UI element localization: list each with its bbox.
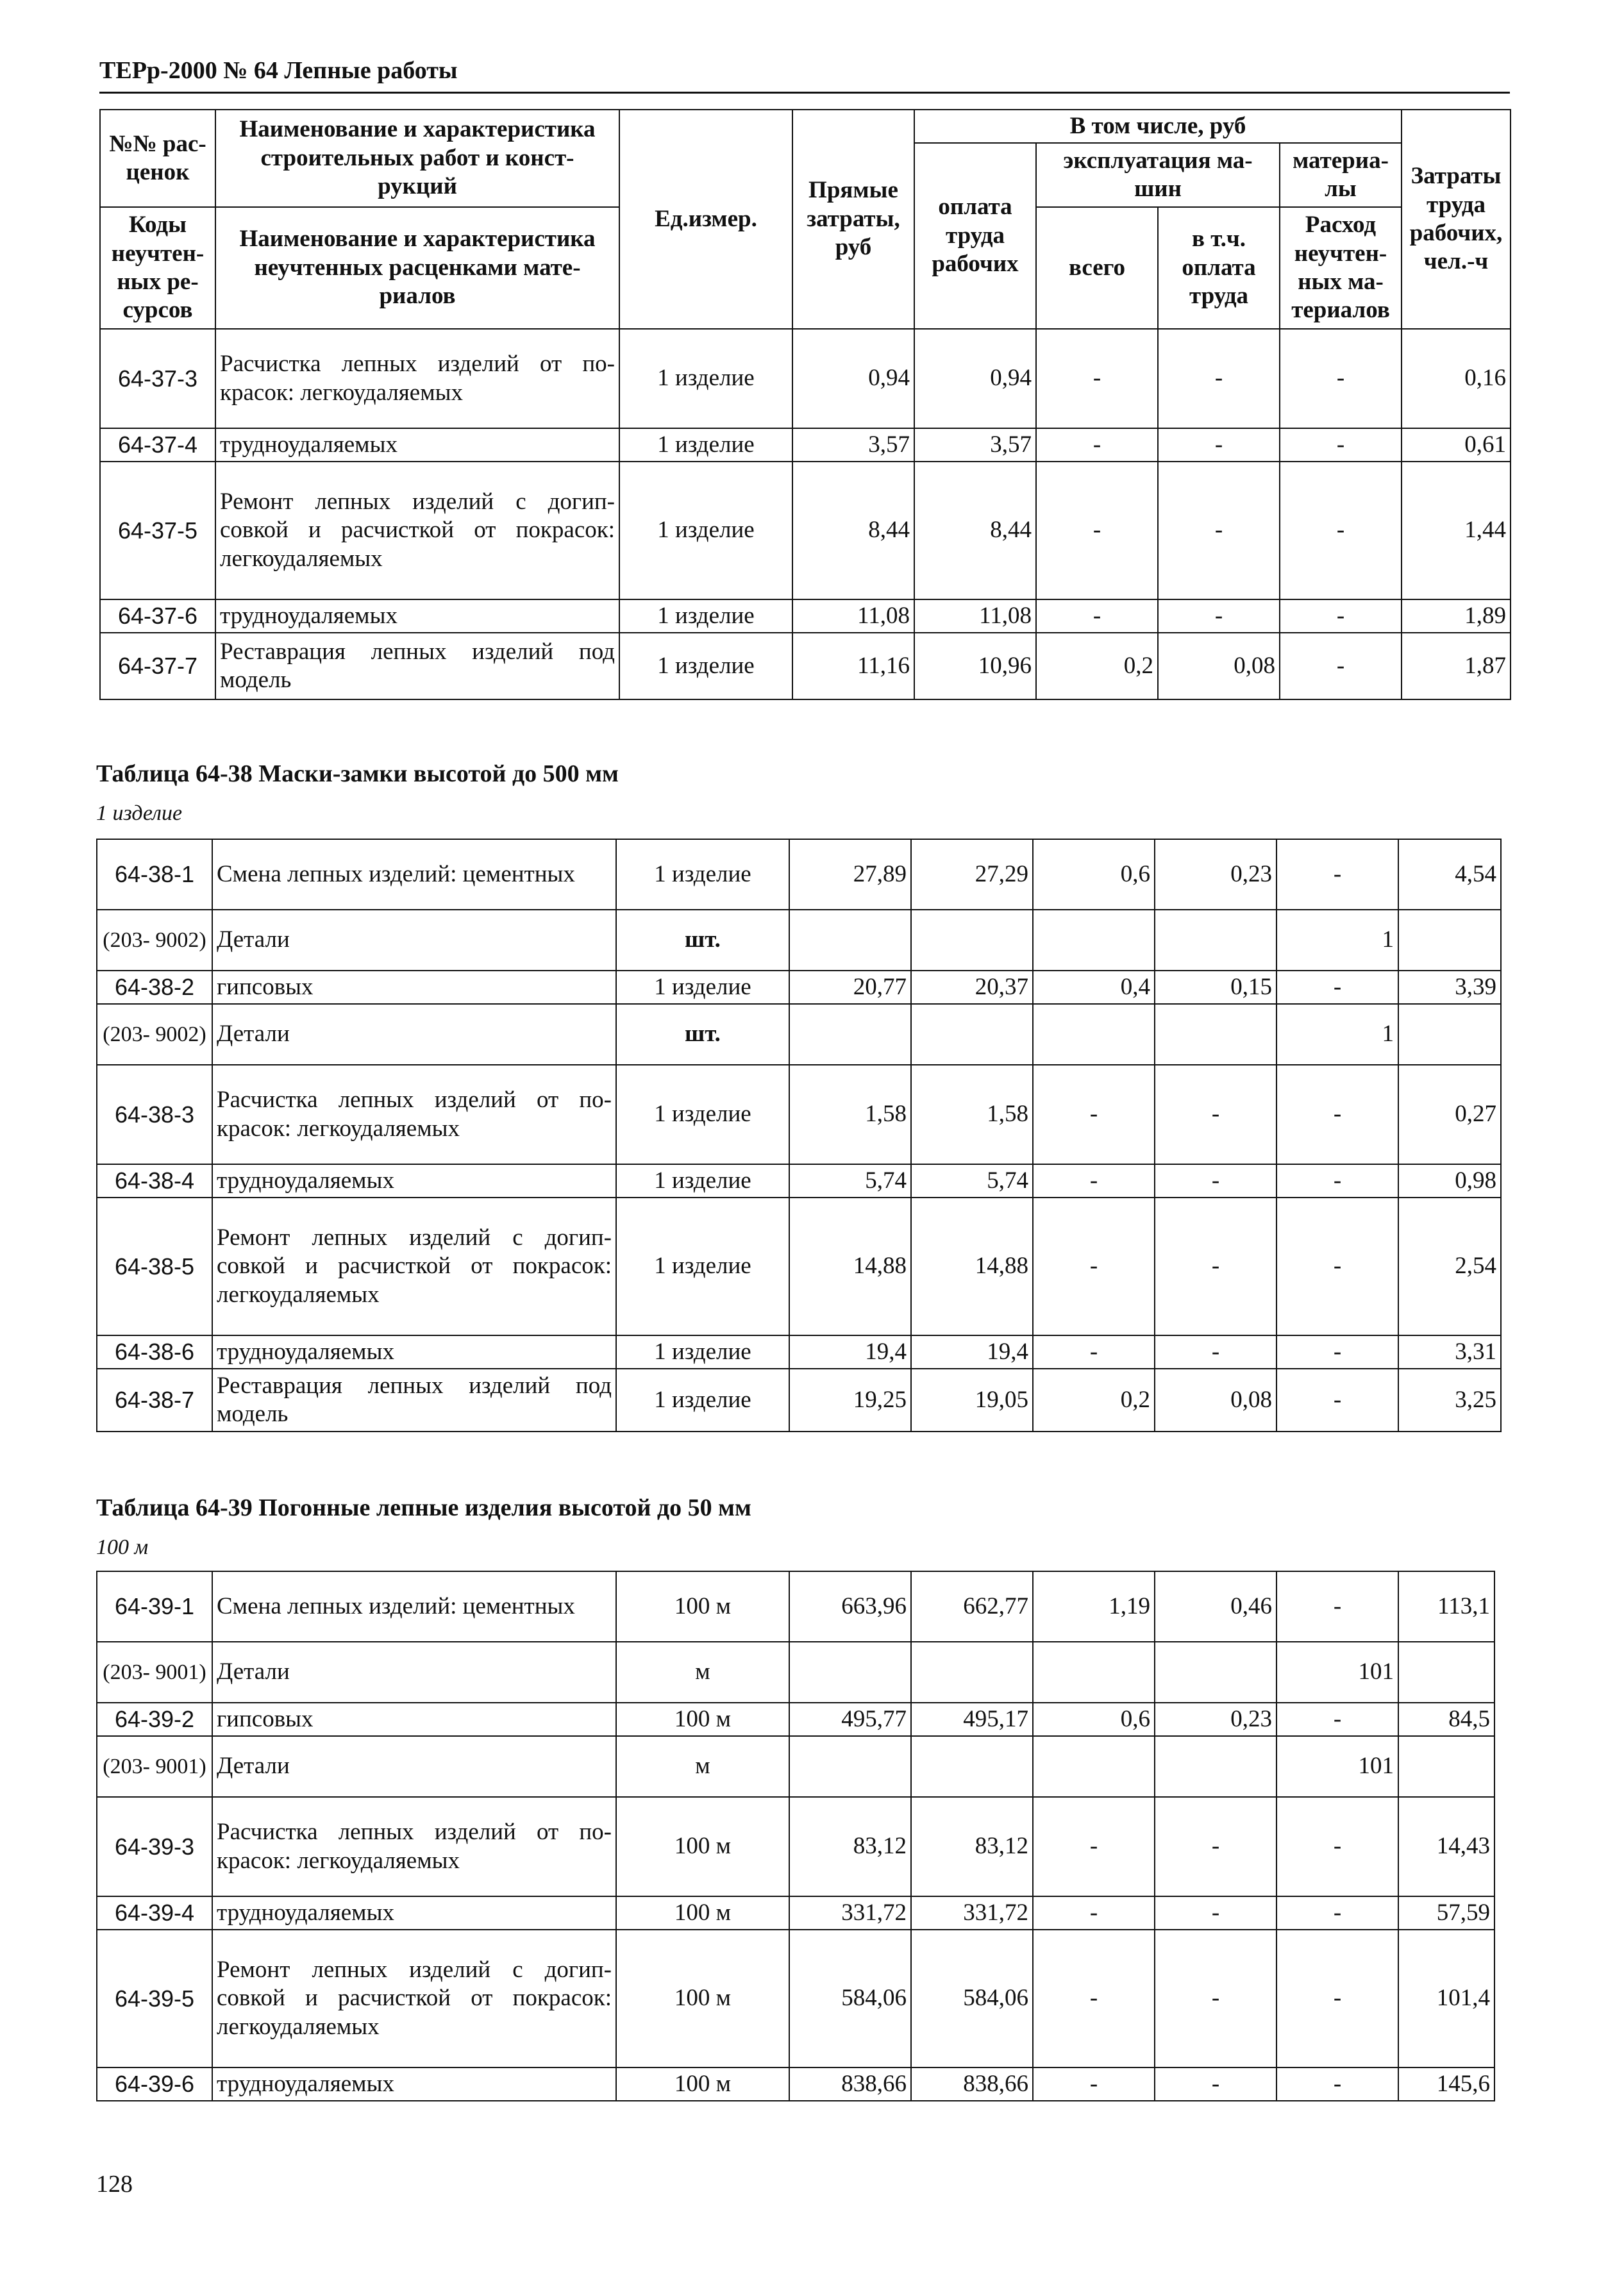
table-row	[97, 971, 1501, 1004]
row-unit: 100 м	[616, 2067, 789, 2101]
table-row-material	[97, 1004, 1501, 1065]
row-direct: 5,74	[789, 1164, 911, 1198]
row-labor: 10,96	[914, 633, 1036, 699]
row-machines: -	[1033, 1065, 1155, 1164]
row-labor-hours: 84,5	[1398, 1703, 1494, 1736]
row-machines: 0,6	[1033, 1703, 1155, 1736]
table-row	[97, 1065, 1501, 1164]
row-machines-labor: 0,23	[1155, 839, 1277, 910]
row-machines: -	[1033, 1164, 1155, 1198]
row-code: 64-37-4	[100, 428, 215, 462]
table-row	[100, 329, 1511, 428]
col-direct-costs-header: Прямые затраты, руб	[792, 110, 914, 329]
row-code: 64-39-1	[97, 1571, 212, 1642]
row-labor-hours: 3,31	[1398, 1335, 1501, 1369]
row-machines-labor: -	[1155, 2067, 1277, 2101]
row-code: 64-38-5	[97, 1198, 212, 1335]
row-direct: 3,57	[792, 428, 914, 462]
row-machines: -	[1033, 1930, 1155, 2067]
row-labor: 5,74	[911, 1164, 1033, 1198]
row-labor: 495,17	[911, 1703, 1033, 1736]
table-row-material	[97, 1736, 1494, 1797]
col-unit-header: Ед.измер.	[619, 110, 792, 329]
row-code: 64-38-6	[97, 1335, 212, 1369]
row-name: трудноудаляемых	[215, 599, 619, 633]
table-row	[97, 1369, 1501, 1432]
row-code: 64-37-7	[100, 633, 215, 699]
row-direct: 0,94	[792, 329, 914, 428]
row-material-usage: 1	[1277, 910, 1398, 971]
row-name: Реставрация лепных изделий под модель	[215, 633, 619, 699]
row-materials: -	[1277, 1198, 1398, 1335]
row-machines: 0,2	[1036, 633, 1158, 699]
row-labor-hours: 14,43	[1398, 1797, 1494, 1896]
row-materials: -	[1280, 599, 1402, 633]
row-name: Смена лепных изделий: цементных	[212, 839, 616, 910]
row-unit: 1 изделие	[616, 1065, 789, 1164]
row-material-unit: м	[616, 1642, 789, 1703]
table-64-39	[96, 1571, 1495, 2101]
table-row-material	[97, 910, 1501, 971]
row-material-unit: м	[616, 1736, 789, 1797]
row-name: Ремонт лепных изделий с догип- совкой и расчисткой от покрасок: легкоудаляемых	[212, 1930, 616, 2067]
row-name: Расчистка лепных изделий от по- красок: легкоудаляемых	[212, 1797, 616, 1896]
table-row	[97, 1198, 1501, 1335]
row-code: 64-39-2	[97, 1703, 212, 1736]
row-machines-labor: 0,08	[1158, 633, 1280, 699]
row-materials: -	[1277, 1065, 1398, 1164]
row-labor-hours: 3,39	[1398, 971, 1501, 1004]
row-labor-hours: 0,61	[1402, 428, 1511, 462]
row-materials: -	[1277, 1164, 1398, 1198]
row-resource-code: (203- 9002)	[97, 1004, 212, 1065]
col-machines-labor-header: в т.ч. оплата труда	[1158, 207, 1280, 329]
row-machines: -	[1033, 1896, 1155, 1930]
row-labor: 838,66	[911, 2067, 1033, 2101]
row-direct: 19,4	[789, 1335, 911, 1369]
table-64-38	[96, 839, 1502, 1432]
row-machines-labor: -	[1155, 1164, 1277, 1198]
row-machines-labor: -	[1155, 1335, 1277, 1369]
row-code: 64-38-1	[97, 839, 212, 910]
col-materials-usage-header: Расход неучтен- ных ма- териалов	[1280, 207, 1402, 329]
col-machines-total-header: всего	[1036, 207, 1158, 329]
row-labor: 1,58	[911, 1065, 1033, 1164]
row-machines-labor: -	[1155, 1896, 1277, 1930]
row-labor: 19,05	[911, 1369, 1033, 1432]
row-material-name: Детали	[212, 1004, 616, 1065]
col-labor-pay-header: оплата труда рабочих	[914, 143, 1036, 329]
table-row	[97, 1896, 1494, 1930]
row-labor: 14,88	[911, 1198, 1033, 1335]
row-direct: 20,77	[789, 971, 911, 1004]
row-machines-labor: 0,46	[1155, 1571, 1277, 1642]
table-units-64-38: 1 изделие	[96, 801, 183, 825]
row-code: 64-37-6	[100, 599, 215, 633]
col-materials-header: материа- лы	[1280, 143, 1402, 207]
col-name-header: Наименование и характеристика строительных работ и конст- рукций	[215, 110, 619, 207]
row-direct: 27,89	[789, 839, 911, 910]
row-name: Расчистка лепных изделий от по- красок: легкоудаляемых	[215, 329, 619, 428]
row-materials: -	[1277, 1571, 1398, 1642]
table-row	[97, 1335, 1501, 1369]
row-name: гипсовых	[212, 1703, 616, 1736]
row-materials: -	[1277, 839, 1398, 910]
row-unit: 1 изделие	[616, 971, 789, 1004]
row-labor: 83,12	[911, 1797, 1033, 1896]
table-row	[97, 1571, 1494, 1642]
row-machines-labor: 0,23	[1155, 1703, 1277, 1736]
row-labor: 27,29	[911, 839, 1033, 910]
row-machines-labor: -	[1158, 329, 1280, 428]
row-resource-code: (203- 9001)	[97, 1642, 212, 1703]
row-labor: 584,06	[911, 1930, 1033, 2067]
row-materials: -	[1277, 1896, 1398, 1930]
row-unit: 1 изделие	[616, 1369, 789, 1432]
row-labor: 20,37	[911, 971, 1033, 1004]
row-machines: -	[1036, 329, 1158, 428]
row-materials: -	[1280, 462, 1402, 599]
row-machines: -	[1036, 428, 1158, 462]
row-name: трудноудаляемых	[212, 1164, 616, 1198]
row-code: 64-38-7	[97, 1369, 212, 1432]
row-unit: 1 изделие	[619, 599, 792, 633]
row-name: трудноудаляемых	[212, 1335, 616, 1369]
row-material-name: Детали	[212, 1642, 616, 1703]
row-unit: 100 м	[616, 1896, 789, 1930]
row-direct: 495,77	[789, 1703, 911, 1736]
row-material-name: Детали	[212, 910, 616, 971]
row-name: Ремонт лепных изделий с догип- совкой и расчисткой от покрасок: легкоудаляемых	[215, 462, 619, 599]
row-unit: 1 изделие	[619, 462, 792, 599]
row-name: трудноудаляемых	[215, 428, 619, 462]
row-unit: 1 изделие	[616, 1164, 789, 1198]
row-code: 64-39-4	[97, 1896, 212, 1930]
row-material-unit: шт.	[616, 910, 789, 971]
table-row	[100, 428, 1511, 462]
row-machines-labor: -	[1155, 1065, 1277, 1164]
row-code: 64-39-5	[97, 1930, 212, 2067]
page-number: 128	[96, 2171, 133, 2198]
row-code: 64-38-3	[97, 1065, 212, 1164]
row-unit: 1 изделие	[619, 329, 792, 428]
row-unit: 1 изделие	[616, 1198, 789, 1335]
row-unit: 100 м	[616, 1703, 789, 1736]
row-labor: 662,77	[911, 1571, 1033, 1642]
row-direct: 19,25	[789, 1369, 911, 1432]
row-name: трудноудаляемых	[212, 1896, 616, 1930]
row-machines: -	[1033, 1335, 1155, 1369]
table-row	[97, 2067, 1494, 2101]
row-materials: -	[1277, 1930, 1398, 2067]
row-labor-hours: 3,25	[1398, 1369, 1501, 1432]
row-unit: 100 м	[616, 1930, 789, 2067]
row-unit: 100 м	[616, 1571, 789, 1642]
row-labor-hours: 0,27	[1398, 1065, 1501, 1164]
row-machines: -	[1036, 599, 1158, 633]
row-unit: 1 изделие	[616, 839, 789, 910]
row-machines-labor: -	[1158, 428, 1280, 462]
row-machines: 0,4	[1033, 971, 1155, 1004]
row-unit: 100 м	[616, 1797, 789, 1896]
row-code: 64-39-3	[97, 1797, 212, 1896]
row-material-name: Детали	[212, 1736, 616, 1797]
row-direct: 838,66	[789, 2067, 911, 2101]
row-name: Смена лепных изделий: цементных	[212, 1571, 616, 1642]
row-labor-hours: 1,89	[1402, 599, 1511, 633]
row-materials: -	[1277, 1335, 1398, 1369]
table-row	[97, 1797, 1494, 1896]
row-machines-labor: 0,08	[1155, 1369, 1277, 1432]
row-labor: 8,44	[914, 462, 1036, 599]
row-direct: 8,44	[792, 462, 914, 599]
table-row	[100, 462, 1511, 599]
table-caption-64-39: Таблица 64-39 Погонные лепные изделия высотой до 50 мм	[96, 1494, 751, 1521]
row-unit: 1 изделие	[619, 428, 792, 462]
row-code: 64-37-5	[100, 462, 215, 599]
row-direct: 11,16	[792, 633, 914, 699]
table-64-37	[99, 109, 1511, 700]
row-unit: 1 изделие	[619, 633, 792, 699]
row-machines-labor: -	[1158, 462, 1280, 599]
table-row-material	[97, 1642, 1494, 1703]
page-header: ТЕРр-2000 № 64 Лепные работы	[99, 57, 458, 84]
row-labor: 3,57	[914, 428, 1036, 462]
col-labor-costs-header: Затраты труда рабочих, чел.-ч	[1402, 110, 1511, 329]
row-labor: 0,94	[914, 329, 1036, 428]
row-labor-hours: 4,54	[1398, 839, 1501, 910]
row-code: 64-38-2	[97, 971, 212, 1004]
row-materials: -	[1277, 1797, 1398, 1896]
row-direct: 1,58	[789, 1065, 911, 1164]
row-machines: 1,19	[1033, 1571, 1155, 1642]
row-machines: 0,6	[1033, 839, 1155, 910]
row-labor-hours: 1,87	[1402, 633, 1511, 699]
row-resource-code: (203- 9002)	[97, 910, 212, 971]
row-machines-labor: -	[1155, 1797, 1277, 1896]
col-code-header: №№ рас- ценок	[100, 110, 215, 207]
row-machines-labor: -	[1155, 1198, 1277, 1335]
row-materials: -	[1277, 971, 1398, 1004]
row-labor-hours: 145,6	[1398, 2067, 1494, 2101]
row-direct: 584,06	[789, 1930, 911, 2067]
header-rule	[99, 92, 1510, 94]
row-direct: 663,96	[789, 1571, 911, 1642]
row-machines-labor: 0,15	[1155, 971, 1277, 1004]
row-machines: -	[1036, 462, 1158, 599]
table-row	[97, 1164, 1501, 1198]
col-including-header: В том числе, руб	[914, 110, 1402, 143]
row-direct: 83,12	[789, 1797, 911, 1896]
row-labor-hours: 0,98	[1398, 1164, 1501, 1198]
row-labor-hours: 113,1	[1398, 1571, 1494, 1642]
table-row	[97, 1703, 1494, 1736]
row-material-usage: 101	[1277, 1736, 1398, 1797]
row-name: Расчистка лепных изделий от по- красок: легкоудаляемых	[212, 1065, 616, 1164]
table-units-64-39: 100 м	[96, 1535, 149, 1559]
table-row	[100, 599, 1511, 633]
row-materials: -	[1280, 633, 1402, 699]
row-material-unit: шт.	[616, 1004, 789, 1065]
row-name: гипсовых	[212, 971, 616, 1004]
row-labor-hours: 1,44	[1402, 462, 1511, 599]
row-name: Ремонт лепных изделий с догип- совкой и расчисткой от покрасок: легкоудаляемых	[212, 1198, 616, 1335]
row-material-usage: 1	[1277, 1004, 1398, 1065]
row-direct: 14,88	[789, 1198, 911, 1335]
row-materials: -	[1280, 329, 1402, 428]
row-code: 64-39-6	[97, 2067, 212, 2101]
row-name: Реставрация лепных изделий под модель	[212, 1369, 616, 1432]
row-labor-hours: 101,4	[1398, 1930, 1494, 2067]
row-materials: -	[1277, 1703, 1398, 1736]
row-labor: 11,08	[914, 599, 1036, 633]
row-code: 64-37-3	[100, 329, 215, 428]
row-labor-hours: 2,54	[1398, 1198, 1501, 1335]
row-direct: 11,08	[792, 599, 914, 633]
table-row	[97, 1930, 1494, 2067]
col-machines-header: эксплуатация ма- шин	[1036, 143, 1280, 207]
row-code: 64-38-4	[97, 1164, 212, 1198]
row-machines: -	[1033, 1198, 1155, 1335]
row-machines: -	[1033, 1797, 1155, 1896]
row-machines-labor: -	[1155, 1930, 1277, 2067]
table-caption-64-38: Таблица 64-38 Маски-замки высотой до 500 мм	[96, 760, 619, 787]
col-name-materials-header: Наименование и характеристика неучтенных расценками мате- риалов	[215, 207, 619, 329]
row-labor: 331,72	[911, 1896, 1033, 1930]
row-name: трудноудаляемых	[212, 2067, 616, 2101]
col-codes-unaccounted-header: Коды неучтен- ных ре- сурсов	[100, 207, 215, 329]
row-materials: -	[1277, 1369, 1398, 1432]
table-row	[100, 633, 1511, 699]
row-direct: 331,72	[789, 1896, 911, 1930]
row-labor: 19,4	[911, 1335, 1033, 1369]
table-row	[97, 839, 1501, 910]
row-materials: -	[1280, 428, 1402, 462]
row-materials: -	[1277, 2067, 1398, 2101]
row-machines-labor: -	[1158, 599, 1280, 633]
row-resource-code: (203- 9001)	[97, 1736, 212, 1797]
row-labor-hours: 0,16	[1402, 329, 1511, 428]
row-material-usage: 101	[1277, 1642, 1398, 1703]
row-machines: -	[1033, 2067, 1155, 2101]
row-unit: 1 изделие	[616, 1335, 789, 1369]
row-machines: 0,2	[1033, 1369, 1155, 1432]
row-labor-hours: 57,59	[1398, 1896, 1494, 1930]
